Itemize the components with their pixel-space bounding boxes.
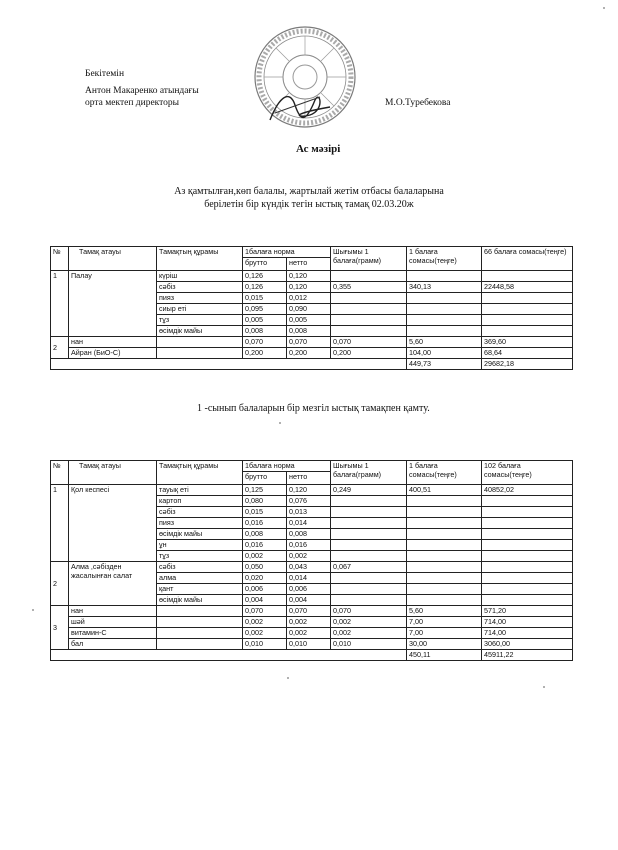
signature (265, 85, 335, 130)
cell-cost-total (482, 573, 573, 584)
col-cost-one: 1 балаға сомасы(теңге) (407, 461, 482, 485)
cell-output (331, 315, 407, 326)
cell-output (331, 304, 407, 315)
col-composition: Тамақтың құрамы (157, 461, 243, 485)
col-norm: 1балаға норма (243, 247, 331, 258)
col-gross: брутто (243, 258, 287, 271)
col-output: Шығымы 1 балаға(грамм) (331, 461, 407, 485)
cell-output (331, 595, 407, 606)
cell-cost-total (482, 293, 573, 304)
table-row (51, 628, 573, 639)
cell-cost-total (482, 304, 573, 315)
cell-gross: 0,002 (243, 628, 287, 639)
table-row (51, 562, 573, 573)
cell-dish: шәй (69, 617, 157, 628)
cell-output (331, 551, 407, 562)
scan-speck (603, 7, 605, 9)
table-row (51, 348, 573, 359)
cell-gross: 0,006 (243, 584, 287, 595)
cell-ingredient: тұз (157, 315, 243, 326)
cell-cost-one: 340,13 (407, 282, 482, 293)
cell-ingredient: тауық еті (157, 485, 243, 496)
table-row (51, 271, 573, 282)
cell-cost-total (482, 551, 573, 562)
cell-ingredient (157, 617, 243, 628)
cell-cost-one (407, 496, 482, 507)
cell-gross: 0,005 (243, 315, 287, 326)
cell-gross: 0,002 (243, 551, 287, 562)
cell-net: 0,090 (287, 304, 331, 315)
total-cost-one: 449,73 (407, 359, 482, 370)
cell-output: 0,249 (331, 485, 407, 496)
cell-gross: 0,070 (243, 606, 287, 617)
cell-cost-one: 7,00 (407, 617, 482, 628)
cell-ingredient: пияз (157, 293, 243, 304)
cell-gross: 0,050 (243, 562, 287, 573)
cell-gross: 0,015 (243, 507, 287, 518)
cell-cost-total (482, 507, 573, 518)
col-composition: Тамақтың құрамы (157, 247, 243, 271)
col-gross: брутто (243, 472, 287, 485)
cell-gross: 0,008 (243, 326, 287, 337)
cell-net: 0,016 (287, 540, 331, 551)
cell-dish: нан (69, 606, 157, 617)
cell-net: 0,120 (287, 282, 331, 293)
approve-label: Бекітемін (85, 69, 125, 79)
cell-no: 2 (51, 337, 69, 359)
scan-speck (287, 677, 289, 679)
cell-cost-one (407, 573, 482, 584)
cell-ingredient: сиыр еті (157, 304, 243, 315)
cell-cost-one (407, 595, 482, 606)
cell-cost-one (407, 518, 482, 529)
cell-cost-total (482, 326, 573, 337)
cell-dish: Қол кеспесі (69, 485, 157, 562)
table-total-row (51, 359, 573, 370)
cell-ingredient (157, 628, 243, 639)
subtitle-line-1: Аз қамтылған,көп балалы, жартылай жетім отбасы балаларына (174, 186, 444, 197)
cell-net: 0,200 (287, 348, 331, 359)
col-no: № (51, 247, 69, 271)
cell-output (331, 584, 407, 595)
cell-cost-total (482, 595, 573, 606)
cell-net: 0,012 (287, 293, 331, 304)
cell-net: 0,008 (287, 326, 331, 337)
cell-net: 0,013 (287, 507, 331, 518)
table-row (51, 606, 573, 617)
cell-cost-one (407, 584, 482, 595)
cell-output (331, 540, 407, 551)
cell-net: 0,004 (287, 595, 331, 606)
col-output: Шығымы 1 балаға(грамм) (331, 247, 407, 271)
cell-gross: 0,010 (243, 639, 287, 650)
cell-output: 0,002 (331, 617, 407, 628)
scan-speck (543, 686, 545, 688)
director-name: М.О.Туребекова (385, 98, 451, 108)
col-dish: Тамақ атауы (69, 247, 157, 271)
cell-ingredient (157, 337, 243, 348)
cell-dish: Айран (БиО-С) (69, 348, 157, 359)
total-spacer (51, 359, 407, 370)
cell-net: 0,076 (287, 496, 331, 507)
cell-cost-one (407, 315, 482, 326)
cell-dish: Палау (69, 271, 157, 337)
cell-cost-total: 3060,00 (482, 639, 573, 650)
cell-net: 0,043 (287, 562, 331, 573)
cell-dish: бал (69, 639, 157, 650)
table-row (51, 617, 573, 628)
total-cost-all: 45911,22 (482, 650, 573, 661)
cell-net: 0,070 (287, 337, 331, 348)
col-cost-total: 102 балаға сомасы(теңге) (482, 461, 573, 485)
cell-cost-one: 104,00 (407, 348, 482, 359)
cell-cost-one (407, 507, 482, 518)
cell-ingredient (157, 639, 243, 650)
cell-dish: витамин-С (69, 628, 157, 639)
cell-output: 0,067 (331, 562, 407, 573)
cell-ingredient (157, 348, 243, 359)
cell-cost-one (407, 540, 482, 551)
cell-net: 0,014 (287, 518, 331, 529)
cell-cost-total (482, 562, 573, 573)
cell-gross: 0,016 (243, 518, 287, 529)
cell-net: 0,120 (287, 271, 331, 282)
cell-gross: 0,004 (243, 595, 287, 606)
cell-no: 2 (51, 562, 69, 606)
cell-output (331, 326, 407, 337)
cell-cost-total (482, 271, 573, 282)
cell-ingredient: сәбіз (157, 562, 243, 573)
cell-gross: 0,080 (243, 496, 287, 507)
total-spacer (51, 650, 407, 661)
cell-output: 0,002 (331, 628, 407, 639)
total-cost-one: 450,11 (407, 650, 482, 661)
table-row (51, 485, 573, 496)
school-name: Антон Макаренко атындағы (85, 86, 199, 96)
cell-ingredient: алма (157, 573, 243, 584)
cell-net: 0,010 (287, 639, 331, 650)
table-row (51, 639, 573, 650)
page-title: Ас мәзірі (296, 143, 341, 155)
cell-cost-total (482, 540, 573, 551)
cell-no: 1 (51, 485, 69, 562)
table-row (51, 337, 573, 348)
cell-output (331, 529, 407, 540)
cell-output: 0,200 (331, 348, 407, 359)
col-norm: 1балаға норма (243, 461, 331, 472)
cell-cost-one: 5,60 (407, 337, 482, 348)
scan-speck (32, 609, 34, 611)
cell-cost-one (407, 551, 482, 562)
cell-output (331, 271, 407, 282)
class-note: 1 -сынып балаларын бір мезгіл ыстық тамақпен қамту. (197, 403, 430, 414)
cell-output: 0,070 (331, 606, 407, 617)
cell-gross: 0,125 (243, 485, 287, 496)
cell-gross: 0,200 (243, 348, 287, 359)
cell-ingredient: сәбіз (157, 282, 243, 293)
scan-speck (279, 422, 281, 424)
table-header-row (51, 461, 573, 472)
cell-cost-one: 7,00 (407, 628, 482, 639)
cell-cost-one: 400,51 (407, 485, 482, 496)
cell-dish: нан (69, 337, 157, 348)
cell-output (331, 293, 407, 304)
cell-cost-total (482, 518, 573, 529)
cell-cost-one (407, 529, 482, 540)
cell-ingredient: картоп (157, 496, 243, 507)
menu-table-2 (50, 460, 573, 661)
cell-output (331, 507, 407, 518)
cell-gross: 0,015 (243, 293, 287, 304)
cell-ingredient: сәбіз (157, 507, 243, 518)
cell-gross: 0,002 (243, 617, 287, 628)
cell-output (331, 573, 407, 584)
cell-gross: 0,095 (243, 304, 287, 315)
cell-gross: 0,020 (243, 573, 287, 584)
col-cost-one: 1 балаға сомасы(теңге) (407, 247, 482, 271)
cell-no: 3 (51, 606, 69, 650)
cell-cost-total: 571,20 (482, 606, 573, 617)
col-net: нетто (287, 258, 331, 271)
col-no: № (51, 461, 69, 485)
cell-cost-one (407, 293, 482, 304)
cell-net: 0,006 (287, 584, 331, 595)
cell-net: 0,002 (287, 628, 331, 639)
cell-net: 0,120 (287, 485, 331, 496)
cell-cost-total: 714,00 (482, 617, 573, 628)
approval-block (85, 68, 199, 109)
cell-ingredient: пияз (157, 518, 243, 529)
cell-net: 0,014 (287, 573, 331, 584)
cell-ingredient: ұн (157, 540, 243, 551)
cell-ingredient: өсімдік майы (157, 529, 243, 540)
menu-table-1 (50, 246, 573, 370)
cell-ingredient: өсімдік майы (157, 326, 243, 337)
cell-output (331, 496, 407, 507)
total-cost-all: 29682,18 (482, 359, 573, 370)
cell-output: 0,010 (331, 639, 407, 650)
cell-ingredient: қант (157, 584, 243, 595)
cell-net: 0,005 (287, 315, 331, 326)
table-header-row (51, 247, 573, 258)
cell-net: 0,070 (287, 606, 331, 617)
cell-output: 0,355 (331, 282, 407, 293)
cell-cost-total: 714,00 (482, 628, 573, 639)
cell-cost-one (407, 271, 482, 282)
cell-cost-one (407, 562, 482, 573)
cell-cost-total: 68,64 (482, 348, 573, 359)
col-net: нетто (287, 472, 331, 485)
cell-gross: 0,008 (243, 529, 287, 540)
cell-cost-total: 22448,58 (482, 282, 573, 293)
cell-dish: Алма ,сәбізден жасалынған салат (69, 562, 157, 606)
cell-cost-one (407, 326, 482, 337)
cell-cost-total (482, 496, 573, 507)
cell-cost-one: 5,60 (407, 606, 482, 617)
cell-net: 0,002 (287, 551, 331, 562)
cell-gross: 0,016 (243, 540, 287, 551)
cell-net: 0,008 (287, 529, 331, 540)
director-title: орта мектеп директоры (85, 98, 180, 108)
cell-gross: 0,126 (243, 282, 287, 293)
col-dish: Тамақ атауы (69, 461, 157, 485)
cell-ingredient: күріш (157, 271, 243, 282)
cell-gross: 0,070 (243, 337, 287, 348)
subtitle-line-2: берілетін бір күндік тегін ыстық тамақ 02.03.20ж (204, 199, 414, 210)
cell-cost-one: 30,00 (407, 639, 482, 650)
cell-cost-total (482, 315, 573, 326)
cell-cost-one (407, 304, 482, 315)
cell-cost-total (482, 529, 573, 540)
cell-ingredient (157, 606, 243, 617)
cell-gross: 0,126 (243, 271, 287, 282)
cell-net: 0,002 (287, 617, 331, 628)
cell-output (331, 518, 407, 529)
cell-cost-total (482, 584, 573, 595)
col-cost-total: 66 балаға сомасы(теңге) (482, 247, 573, 271)
cell-cost-total: 40852,02 (482, 485, 573, 496)
cell-cost-total: 369,60 (482, 337, 573, 348)
cell-ingredient: өсімдік майы (157, 595, 243, 606)
cell-output: 0,070 (331, 337, 407, 348)
cell-no: 1 (51, 271, 69, 337)
cell-ingredient: тұз (157, 551, 243, 562)
table-total-row (51, 650, 573, 661)
